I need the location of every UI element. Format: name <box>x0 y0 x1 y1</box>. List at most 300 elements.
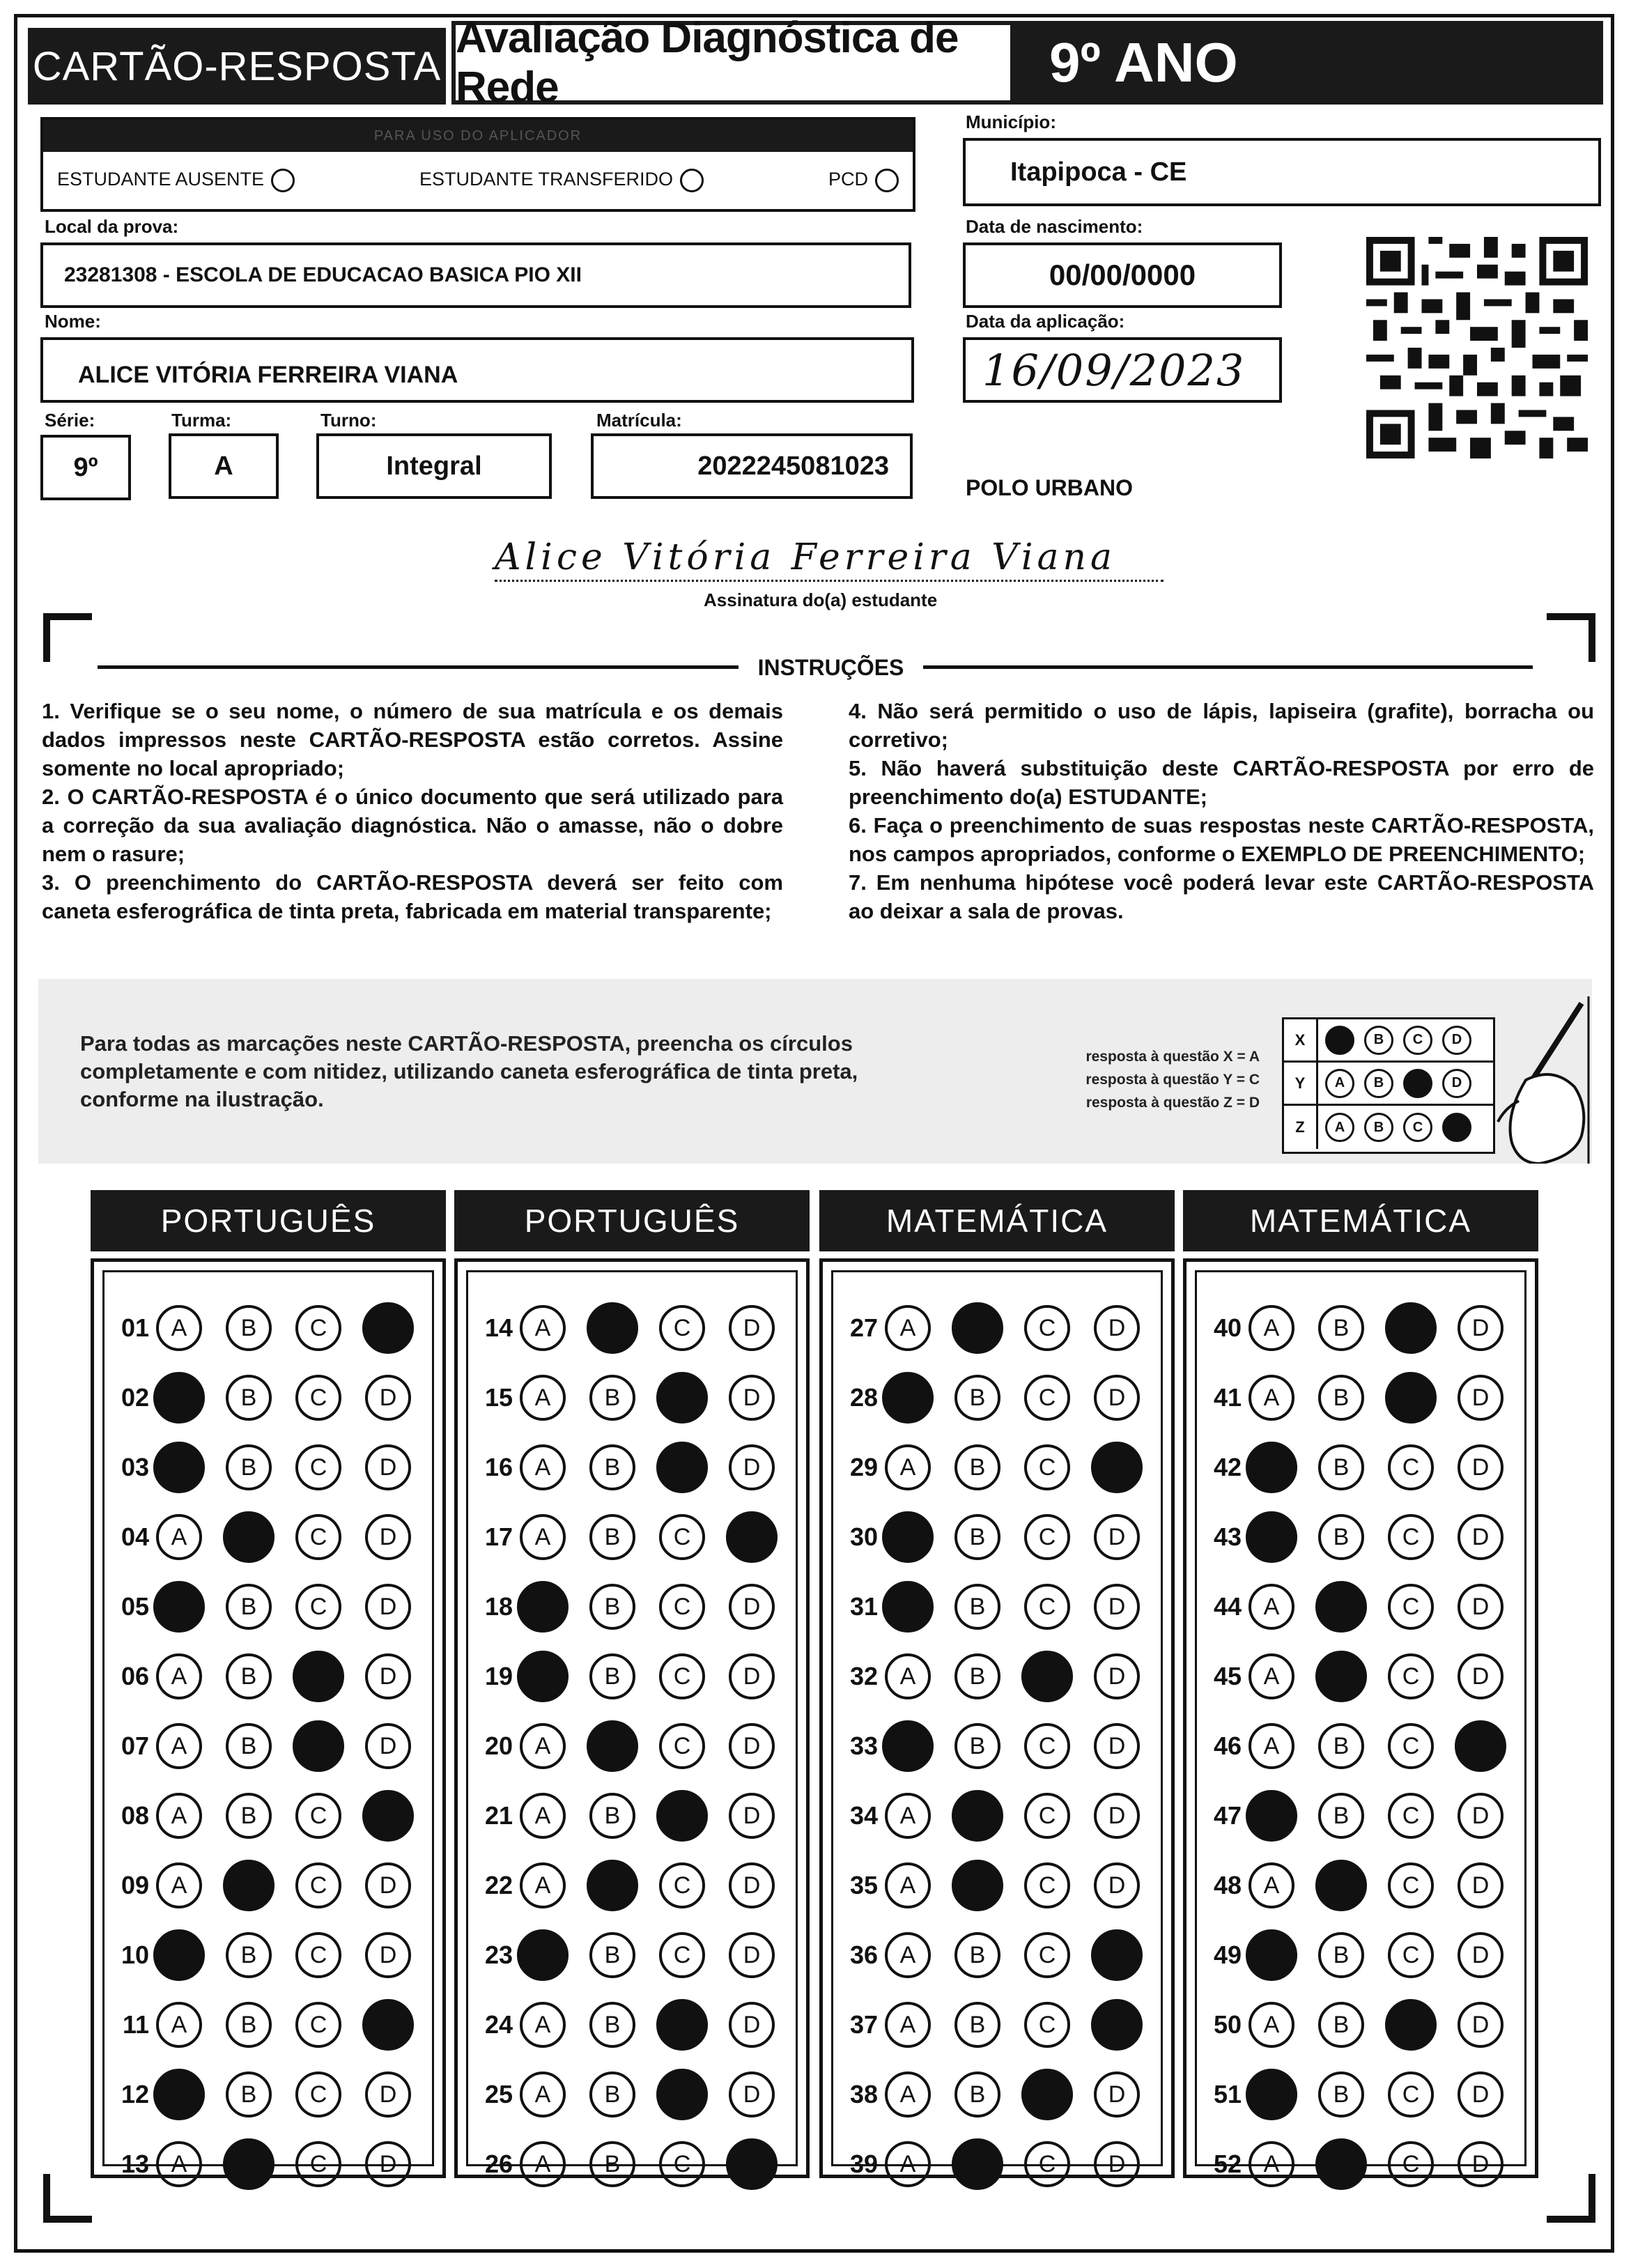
answer-bubble-d[interactable]: D <box>1458 1375 1504 1421</box>
answer-bubble-d[interactable]: D <box>1094 2072 1140 2117</box>
answer-bubble-a[interactable] <box>153 1372 205 1424</box>
answer-bubble-d[interactable]: D <box>729 1444 775 1490</box>
example-question-label: X <box>1284 1019 1318 1060</box>
answer-bubble-b[interactable] <box>1315 1651 1367 1702</box>
answer-bubble-d[interactable]: D <box>1094 1305 1140 1351</box>
answer-bubble-c[interactable]: C <box>295 1305 341 1351</box>
answer-bubble-b[interactable]: B <box>226 1653 272 1699</box>
answer-bubble-b[interactable]: B <box>954 1444 1000 1490</box>
answer-bubble-b[interactable]: B <box>589 1375 635 1421</box>
answer-bubble-b[interactable]: B <box>589 1932 635 1978</box>
answer-bubble-a[interactable]: A <box>885 2002 931 2048</box>
answer-bubble-c[interactable]: C <box>1388 1793 1434 1839</box>
answer-bubble-a[interactable]: A <box>1249 1723 1294 1769</box>
answer-column-inner <box>831 1270 1163 2178</box>
answer-bubble-b[interactable]: B <box>954 1375 1000 1421</box>
answer-bubble-a[interactable]: A <box>1249 2141 1294 2187</box>
answer-bubble-b[interactable]: B <box>589 1793 635 1839</box>
answer-bubble-d[interactable]: D <box>729 1305 775 1351</box>
answer-bubble-d[interactable]: D <box>1094 2141 1140 2187</box>
question-number: 13 <box>121 2150 149 2178</box>
answer-bubble-c[interactable]: C <box>659 1862 705 1908</box>
card-title: CARTÃO-RESPOSTA <box>28 28 446 105</box>
question-number: 18 <box>484 1592 513 1621</box>
answer-bubble-c[interactable]: C <box>659 1653 705 1699</box>
answer-bubble-b[interactable]: B <box>589 1444 635 1490</box>
question-number: 52 <box>1213 2150 1242 2178</box>
answer-bubble-a[interactable]: A <box>885 1932 931 1978</box>
answer-bubble-d[interactable]: D <box>365 1653 411 1699</box>
answer-bubble-b[interactable]: B <box>1318 1932 1364 1978</box>
answer-bubble-d[interactable]: D <box>1094 1514 1140 1560</box>
example-bubble-a: A <box>1325 1069 1354 1098</box>
question-row <box>833 1370 1164 1426</box>
answer-bubble-d[interactable]: D <box>365 1584 411 1630</box>
answer-bubble-a[interactable]: A <box>520 2072 566 2117</box>
answer-bubble-c[interactable]: C <box>295 1375 341 1421</box>
answer-bubble-a[interactable]: A <box>1249 2002 1294 2048</box>
answer-bubble-a[interactable]: A <box>156 1653 202 1699</box>
answer-bubble-c[interactable]: C <box>1024 2002 1070 2048</box>
question-number: 41 <box>1213 1383 1242 1412</box>
answer-bubble-d[interactable]: D <box>1458 2141 1504 2187</box>
answer-bubble-b[interactable]: B <box>589 1653 635 1699</box>
answer-bubble-a[interactable] <box>1246 1929 1297 1981</box>
answer-bubble-d[interactable]: D <box>1458 1584 1504 1630</box>
answer-bubble-a[interactable]: A <box>520 1514 566 1560</box>
answer-bubble-b[interactable] <box>1315 2138 1367 2190</box>
answer-bubble-d[interactable]: D <box>729 1723 775 1769</box>
example-bubble-c: C <box>1403 1026 1432 1055</box>
answer-bubble-b[interactable]: B <box>226 1793 272 1839</box>
answer-column-inner <box>466 1270 798 2178</box>
answer-bubble-d[interactable]: D <box>1094 1584 1140 1630</box>
answer-bubble-d[interactable] <box>726 2138 778 2190</box>
answer-bubble-d[interactable]: D <box>365 2141 411 2187</box>
question-number: 30 <box>849 1522 878 1551</box>
question-row <box>468 1370 798 1426</box>
answer-bubble-c[interactable]: C <box>1024 1584 1070 1630</box>
subject-header: MATEMÁTICA <box>1183 1190 1538 1251</box>
question-row <box>1197 1927 1527 1983</box>
answer-bubble-a[interactable]: A <box>520 1862 566 1908</box>
nascimento-label: Data de nascimento: <box>966 216 1143 237</box>
answer-bubble-a[interactable] <box>153 1581 205 1633</box>
answer-bubble-a[interactable] <box>882 1720 934 1772</box>
question-row <box>833 1509 1164 1565</box>
question-row <box>105 2067 435 2122</box>
answer-bubble-d[interactable]: D <box>1094 1862 1140 1908</box>
question-number: 02 <box>121 1383 149 1412</box>
question-row <box>105 1370 435 1426</box>
instructions-rule-left <box>98 665 739 669</box>
answer-bubble-a[interactable]: A <box>1249 1862 1294 1908</box>
nome-value: ALICE VITÓRIA FERREIRA VIANA <box>78 362 458 388</box>
answer-bubble-c[interactable]: C <box>1388 1584 1434 1630</box>
answer-bubble-a[interactable] <box>153 2069 205 2120</box>
answer-bubble-b[interactable] <box>587 1302 638 1354</box>
question-number: 19 <box>484 1662 513 1690</box>
example-bubble-d <box>1442 1113 1471 1142</box>
answer-bubble-d[interactable]: D <box>729 1653 775 1699</box>
question-row <box>468 1440 798 1495</box>
answer-bubble-b[interactable] <box>1315 1860 1367 1911</box>
instructions-right <box>849 697 1594 925</box>
answer-bubble-d[interactable]: D <box>729 1793 775 1839</box>
answer-bubble-b[interactable]: B <box>954 1584 1000 1630</box>
question-number: 26 <box>484 2150 513 2178</box>
answer-bubble-c[interactable] <box>656 1999 708 2051</box>
answer-column-inner <box>102 1270 434 2178</box>
answer-bubble-a[interactable]: A <box>885 1653 931 1699</box>
answer-bubble-d[interactable]: D <box>1458 1862 1504 1908</box>
aplicacao-field <box>963 337 1282 403</box>
answer-bubble-b[interactable]: B <box>226 1723 272 1769</box>
answer-bubble-a[interactable] <box>517 1651 569 1702</box>
answer-bubble-c[interactable] <box>293 1651 344 1702</box>
answer-bubble-c[interactable]: C <box>659 2141 705 2187</box>
answer-bubble-a[interactable] <box>153 1442 205 1493</box>
answer-bubble-a[interactable] <box>882 1511 934 1563</box>
answer-bubble-a[interactable] <box>517 1581 569 1633</box>
question-number: 32 <box>849 1662 878 1690</box>
answer-bubble-b[interactable]: B <box>226 1444 272 1490</box>
answer-bubble-a[interactable]: A <box>885 1305 931 1351</box>
answer-bubble-c[interactable]: C <box>1024 1932 1070 1978</box>
answer-bubble-d[interactable]: D <box>729 1375 775 1421</box>
question-number: 24 <box>484 2010 513 2039</box>
answer-bubble-c[interactable]: C <box>295 2002 341 2048</box>
answer-bubble-a[interactable]: A <box>520 1375 566 1421</box>
question-row <box>105 1440 435 1495</box>
question-row <box>833 1997 1164 2053</box>
question-number: 17 <box>484 1522 513 1551</box>
question-row <box>833 1440 1164 1495</box>
answer-bubble-a[interactable]: A <box>885 1862 931 1908</box>
transferred-checkbox[interactable] <box>680 169 704 192</box>
matricula-field <box>591 433 913 499</box>
example-bubble-c <box>1403 1069 1432 1098</box>
answer-bubble-a[interactable]: A <box>520 1723 566 1769</box>
instruction-6: 6. Faça o preenchimento de suas respostas neste CARTÃO-RESPOSTA, nos campos apropriados, conforme o EXEMPLO DE PREENCHIMENTO; <box>849 813 1594 866</box>
answer-bubble-b[interactable]: B <box>226 2072 272 2117</box>
question-number: 25 <box>484 2080 513 2108</box>
answer-bubble-d[interactable]: D <box>1458 1793 1504 1839</box>
answer-bubble-d[interactable]: D <box>365 1375 411 1421</box>
question-row <box>833 1858 1164 1913</box>
answer-bubble-d[interactable]: D <box>365 1862 411 1908</box>
serie-value: 9º <box>73 452 98 482</box>
answer-bubble-a[interactable]: A <box>156 1305 202 1351</box>
turno-field <box>316 433 552 499</box>
answer-bubble-d[interactable]: D <box>365 1444 411 1490</box>
example-bubble-c: C <box>1403 1113 1432 1142</box>
answer-bubble-d[interactable] <box>726 1511 778 1563</box>
answer-bubble-c[interactable]: C <box>1024 1375 1070 1421</box>
answer-bubble-c[interactable]: C <box>295 1793 341 1839</box>
answer-bubble-a[interactable]: A <box>156 2141 202 2187</box>
answer-bubble-a[interactable] <box>1246 1511 1297 1563</box>
answer-bubble-a[interactable]: A <box>885 1793 931 1839</box>
question-row <box>833 1579 1164 1635</box>
answer-bubble-d[interactable]: D <box>729 1584 775 1630</box>
answer-bubble-a[interactable]: A <box>156 2002 202 2048</box>
answer-bubble-b[interactable]: B <box>589 2072 635 2117</box>
answer-bubble-c[interactable]: C <box>1024 1862 1070 1908</box>
answer-bubble-a[interactable]: A <box>520 1444 566 1490</box>
answer-bubble-c[interactable]: C <box>295 1514 341 1560</box>
answer-bubble-c[interactable]: C <box>1024 2141 1070 2187</box>
answer-bubble-b[interactable]: B <box>589 2002 635 2048</box>
answer-bubble-a[interactable]: A <box>156 1862 202 1908</box>
answer-bubble-d[interactable] <box>362 1790 414 1842</box>
pcd-checkbox[interactable] <box>875 169 899 192</box>
answer-bubble-a[interactable]: A <box>1249 1584 1294 1630</box>
answer-bubble-b[interactable]: B <box>1318 1723 1364 1769</box>
answer-bubble-d[interactable] <box>1091 1999 1143 2051</box>
pcd-option[interactable] <box>828 169 899 192</box>
answer-bubble-a[interactable]: A <box>520 2141 566 2187</box>
municipio-label: Município: <box>966 111 1056 132</box>
answer-bubble-c[interactable] <box>1021 1651 1073 1702</box>
answer-bubble-d[interactable]: D <box>365 1932 411 1978</box>
answer-bubble-b[interactable] <box>223 1511 275 1563</box>
question-row <box>1197 1440 1527 1495</box>
answer-bubble-b[interactable]: B <box>226 1584 272 1630</box>
answer-bubble-d[interactable] <box>1091 1442 1143 1493</box>
answer-bubble-c[interactable]: C <box>1388 1862 1434 1908</box>
answer-bubble-b[interactable] <box>587 1860 638 1911</box>
answer-bubble-c[interactable]: C <box>1024 1723 1070 1769</box>
answer-bubble-c[interactable]: C <box>295 1932 341 1978</box>
example-row <box>1284 1106 1493 1149</box>
answer-bubble-c[interactable]: C <box>659 1305 705 1351</box>
answer-bubble-c[interactable]: C <box>1388 1723 1434 1769</box>
answer-bubble-d[interactable] <box>362 1999 414 2051</box>
answer-bubble-b[interactable]: B <box>1318 1793 1364 1839</box>
answer-bubble-c[interactable]: C <box>295 1444 341 1490</box>
corner-bottom-right <box>1547 2174 1595 2223</box>
answer-bubble-b[interactable]: B <box>954 1653 1000 1699</box>
turno-value: Integral <box>386 451 482 481</box>
subject-header: MATEMÁTICA <box>819 1190 1175 1251</box>
question-number: 42 <box>1213 1453 1242 1481</box>
answer-bubble-a[interactable]: A <box>885 2072 931 2117</box>
answer-bubble-c[interactable] <box>656 1372 708 1424</box>
answer-bubble-d[interactable]: D <box>1458 1653 1504 1699</box>
answer-bubble-c[interactable]: C <box>1024 1793 1070 1839</box>
answer-bubble-b[interactable] <box>952 1790 1003 1842</box>
answer-bubble-b[interactable] <box>952 2138 1003 2190</box>
answer-bubble-c[interactable]: C <box>659 1514 705 1560</box>
answer-bubble-d[interactable]: D <box>365 2072 411 2117</box>
answer-bubble-c[interactable]: C <box>1024 1305 1070 1351</box>
answer-bubble-d[interactable]: D <box>1458 1932 1504 1978</box>
answer-bubble-a[interactable]: A <box>156 1793 202 1839</box>
answer-bubble-b[interactable] <box>223 2138 275 2190</box>
answer-bubble-b[interactable]: B <box>1318 2002 1364 2048</box>
answer-bubble-b[interactable] <box>952 1860 1003 1911</box>
answer-bubble-c[interactable]: C <box>295 2072 341 2117</box>
nome-field <box>40 337 914 403</box>
answer-bubble-d[interactable]: D <box>1094 1723 1140 1769</box>
answer-bubble-c[interactable]: C <box>659 1723 705 1769</box>
answer-bubble-c[interactable] <box>293 1720 344 1772</box>
answer-bubble-d[interactable]: D <box>1458 2002 1504 2048</box>
answer-bubble-d[interactable]: D <box>1094 1375 1140 1421</box>
answer-bubble-a[interactable] <box>517 1929 569 1981</box>
turma-value: A <box>214 451 233 481</box>
answer-bubble-a[interactable]: A <box>520 1305 566 1351</box>
answer-bubble-a[interactable] <box>153 1929 205 1981</box>
question-number: 44 <box>1213 1592 1242 1621</box>
answer-bubble-d[interactable]: D <box>729 1932 775 1978</box>
answer-bubble-c[interactable] <box>656 1790 708 1842</box>
answer-bubble-c[interactable] <box>1385 1372 1437 1424</box>
status-panel <box>40 117 915 212</box>
answer-bubble-b[interactable]: B <box>1318 1375 1364 1421</box>
question-row <box>105 1649 435 1704</box>
local-label: Local da prova: <box>45 216 179 237</box>
answer-bubble-a[interactable] <box>882 1372 934 1424</box>
answer-bubble-d[interactable] <box>1455 1720 1506 1772</box>
answer-bubble-c[interactable]: C <box>1024 1444 1070 1490</box>
turma-label: Turma: <box>171 410 232 431</box>
answer-bubble-b[interactable]: B <box>226 2002 272 2048</box>
answer-bubble-a[interactable] <box>1246 2069 1297 2120</box>
answer-bubble-d[interactable]: D <box>1094 1653 1140 1699</box>
absent-checkbox[interactable] <box>271 169 295 192</box>
answer-bubble-a[interactable]: A <box>885 1444 931 1490</box>
answer-bubble-a[interactable]: A <box>1249 1305 1294 1351</box>
instruction-1: 1. Verifique se o seu nome, o número de sua matrícula e os demais dados impressos neste CARTÃO-RESPOSTA estão corretos. Assine somente no local apropriado; <box>42 699 783 780</box>
nascimento-field <box>963 242 1282 308</box>
answer-bubble-c[interactable]: C <box>1388 1514 1434 1560</box>
answer-bubble-b[interactable]: B <box>1318 1514 1364 1560</box>
question-number: 23 <box>484 1941 513 1969</box>
hand-pen-icon <box>1477 996 1595 1164</box>
answer-bubble-c[interactable]: C <box>659 1932 705 1978</box>
answer-bubble-c[interactable] <box>656 1442 708 1493</box>
question-number: 11 <box>122 2010 149 2039</box>
answer-bubble-d[interactable]: D <box>729 2072 775 2117</box>
instruction-5: 5. Não haverá substituição deste CARTÃO-RESPOSTA por erro de preenchimento do(a) ESTUDANTE; <box>849 756 1594 809</box>
answer-bubble-a[interactable]: A <box>885 2141 931 2187</box>
answer-bubble-b[interactable]: B <box>1318 1305 1364 1351</box>
answer-bubble-b[interactable]: B <box>954 1932 1000 1978</box>
answer-bubble-c[interactable]: C <box>1388 1932 1434 1978</box>
example-legend-x: resposta à questão X = A <box>1085 1049 1260 1065</box>
answer-bubble-a[interactable]: A <box>520 1793 566 1839</box>
question-row <box>833 1649 1164 1704</box>
answer-bubble-d[interactable]: D <box>365 1723 411 1769</box>
matricula-value: 2022245081023 <box>697 451 889 481</box>
instruction-7: 7. Em nenhuma hipótese você poderá levar este CARTÃO-RESPOSTA ao deixar a sala de provas. <box>849 870 1594 923</box>
answer-bubble-b[interactable]: B <box>954 2072 1000 2117</box>
answer-bubble-a[interactable]: A <box>156 1514 202 1560</box>
answer-bubble-a[interactable] <box>882 1581 934 1633</box>
answer-bubble-d[interactable]: D <box>365 1514 411 1560</box>
answer-bubble-a[interactable] <box>1246 1442 1297 1493</box>
answer-bubble-b[interactable] <box>1315 1581 1367 1633</box>
example-text: Para todas as marcações neste CARTÃO-RESPOSTA, preencha os círculos completamente e com nitidez, utilizando caneta esferográfica de tinta preta, conforme na ilustração. <box>80 1031 858 1111</box>
question-row <box>105 1927 435 1983</box>
answer-bubble-b[interactable]: B <box>589 1584 635 1630</box>
answer-bubble-c[interactable] <box>1385 1999 1437 2051</box>
answer-bubble-b[interactable] <box>952 1302 1003 1354</box>
answer-bubble-b[interactable]: B <box>226 1375 272 1421</box>
answer-bubble-d[interactable]: D <box>1094 1793 1140 1839</box>
question-number: 45 <box>1213 1662 1242 1690</box>
answer-bubble-b[interactable]: B <box>226 1932 272 1978</box>
answer-bubble-b[interactable] <box>587 1720 638 1772</box>
answer-bubble-b[interactable]: B <box>954 1723 1000 1769</box>
answer-bubble-c[interactable]: C <box>1388 1653 1434 1699</box>
answer-bubble-d[interactable]: D <box>729 2002 775 2048</box>
answer-bubble-c[interactable]: C <box>1388 2072 1434 2117</box>
answer-bubble-d[interactable] <box>362 1302 414 1354</box>
exam-title: Avaliação Diagnóstica de Rede <box>451 21 1014 105</box>
question-row <box>468 2067 798 2122</box>
absent-option[interactable] <box>57 169 295 192</box>
question-number: 47 <box>1213 1801 1242 1830</box>
answer-bubble-d[interactable]: D <box>1458 1514 1504 1560</box>
answer-bubble-a[interactable]: A <box>1249 1375 1294 1421</box>
answer-bubble-b[interactable]: B <box>589 1514 635 1560</box>
question-number: 39 <box>849 2150 878 2178</box>
answer-bubble-c[interactable]: C <box>295 1862 341 1908</box>
answer-bubble-c[interactable]: C <box>1388 2141 1434 2187</box>
answer-bubble-b[interactable]: B <box>589 2141 635 2187</box>
answer-bubble-c[interactable] <box>656 2069 708 2120</box>
answer-bubble-d[interactable]: D <box>1458 1305 1504 1351</box>
answer-bubble-c[interactable] <box>1021 2069 1073 2120</box>
question-number: 21 <box>484 1801 513 1830</box>
answer-bubble-d[interactable]: D <box>1458 2072 1504 2117</box>
example-bubble-b: B <box>1364 1113 1393 1142</box>
answer-bubble-b[interactable]: B <box>226 1305 272 1351</box>
answer-bubble-b[interactable]: B <box>1318 1444 1364 1490</box>
question-number: 03 <box>121 1453 149 1481</box>
answer-bubble-b[interactable]: B <box>1318 2072 1364 2117</box>
answer-bubble-d[interactable]: D <box>1458 1444 1504 1490</box>
answer-bubble-b[interactable] <box>223 1860 275 1911</box>
answer-bubble-c[interactable]: C <box>1024 1514 1070 1560</box>
answer-bubble-d[interactable] <box>1091 1929 1143 1981</box>
question-row <box>1197 1370 1527 1426</box>
answer-bubble-a[interactable]: A <box>520 2002 566 2048</box>
matricula-label: Matrícula: <box>596 410 682 431</box>
answer-bubble-b[interactable]: B <box>954 1514 1000 1560</box>
instruction-4: 4. Não será permitido o uso de lápis, lapiseira (grafite), borracha ou corretivo; <box>849 699 1594 752</box>
question-number: 27 <box>849 1313 878 1342</box>
answer-bubble-a[interactable]: A <box>156 1723 202 1769</box>
answer-bubble-a[interactable] <box>1246 1790 1297 1842</box>
signature-label: Assinatura do(a) estudante <box>704 589 938 610</box>
answer-bubble-c[interactable]: C <box>659 1584 705 1630</box>
answer-bubble-d[interactable]: D <box>729 1862 775 1908</box>
answer-bubble-a[interactable]: A <box>1249 1653 1294 1699</box>
answer-bubble-b[interactable]: B <box>954 2002 1000 2048</box>
answer-bubble-c[interactable]: C <box>1388 1444 1434 1490</box>
answer-bubble-c[interactable] <box>1385 1302 1437 1354</box>
question-row <box>833 2067 1164 2122</box>
answer-bubble-c[interactable]: C <box>295 2141 341 2187</box>
question-number: 37 <box>849 2010 878 2039</box>
question-row <box>1197 2067 1527 2122</box>
transferred-option[interactable] <box>419 169 704 192</box>
answer-bubble-c[interactable]: C <box>295 1584 341 1630</box>
